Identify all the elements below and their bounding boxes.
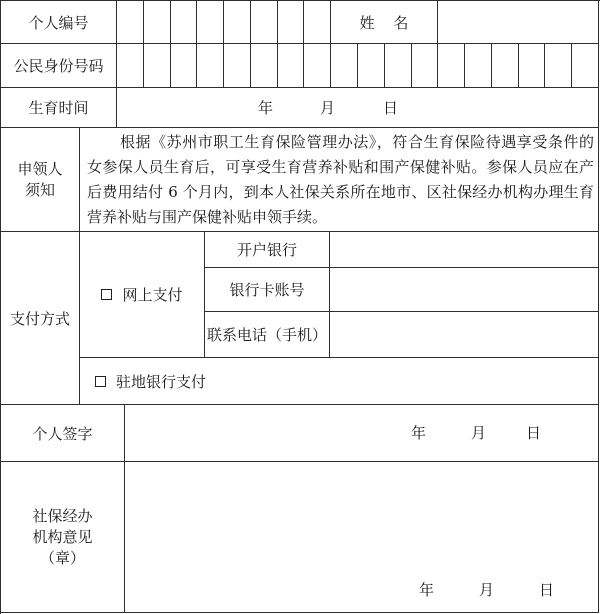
- year-unit: 年: [411, 424, 427, 442]
- bank-card-number-field[interactable]: [330, 268, 599, 312]
- personal-id-label: 个人编号: [1, 1, 117, 44]
- citizen-id-digit-box[interactable]: [438, 44, 465, 88]
- citizen-id-digit-box[interactable]: [358, 44, 385, 88]
- day-unit: 日: [383, 98, 399, 117]
- local-bank-payment-option[interactable]: [80, 358, 599, 405]
- bank-name-field[interactable]: [330, 232, 599, 268]
- notice-text-line: 后费用结付 6 个月内，到本人社保关系所在地市、区社保经办机构办理生育: [87, 183, 594, 201]
- citizen-id-digit-box[interactable]: [144, 44, 171, 88]
- citizen-id-digit-box[interactable]: [251, 44, 278, 88]
- month-unit: 月: [479, 581, 495, 599]
- signature-label: 个人签字: [1, 405, 125, 462]
- birth-date-label: 生育时间: [1, 88, 117, 128]
- payment-method-label: 支付方式: [1, 232, 80, 405]
- personal-id-digit-box[interactable]: [278, 1, 304, 44]
- day-unit: 日: [539, 581, 555, 599]
- personal-id-digit-box[interactable]: [197, 1, 224, 44]
- name-field[interactable]: [438, 1, 599, 44]
- notice-label: [1, 128, 80, 232]
- citizen-id-digit-box[interactable]: [412, 44, 438, 88]
- personal-id-digit-box[interactable]: [224, 1, 251, 44]
- citizen-id-digit-box[interactable]: [385, 44, 412, 88]
- citizen-id-digit-box[interactable]: [519, 44, 545, 88]
- year-unit: 年: [419, 581, 435, 599]
- notice-text: [80, 128, 599, 232]
- citizen-id-digit-box[interactable]: [492, 44, 519, 88]
- citizen-id-digit-box[interactable]: [278, 44, 304, 88]
- notice-text-line: 营养补贴与围产保健补贴申领手续。: [87, 208, 328, 226]
- personal-id-digit-box[interactable]: [251, 1, 278, 44]
- bank-name-label: 开户银行: [205, 232, 330, 268]
- citizen-id-digit-box[interactable]: [465, 44, 492, 88]
- citizen-id-digit-box[interactable]: [117, 44, 144, 88]
- year-unit: 年: [258, 98, 274, 117]
- agency-opinion-label-line: 机构意见: [32, 527, 93, 546]
- notice-label-line: 须知: [24, 180, 55, 199]
- birth-date-field[interactable]: [117, 88, 599, 128]
- signature-field[interactable]: [125, 405, 599, 462]
- mobile-phone-label: 联系电话（手机）: [205, 312, 330, 358]
- month-unit: 月: [471, 424, 487, 442]
- day-unit: 日: [526, 424, 542, 442]
- personal-id-digit-box[interactable]: [144, 1, 171, 44]
- agency-opinion-label: [1, 462, 125, 613]
- citizen-id-digit-box[interactable]: [171, 44, 197, 88]
- citizen-id-digit-box[interactable]: [224, 44, 251, 88]
- month-unit: 月: [320, 98, 336, 117]
- citizen-id-digit-box[interactable]: [572, 44, 599, 88]
- citizen-id-label: 公民身份号码: [1, 44, 117, 88]
- online-payment-checkbox[interactable]: [101, 289, 112, 300]
- agency-opinion-field[interactable]: [125, 462, 599, 613]
- mobile-phone-field[interactable]: [330, 312, 599, 358]
- citizen-id-digit-box[interactable]: [331, 44, 358, 88]
- online-payment-label: 网上支付: [122, 286, 183, 304]
- citizen-id-digit-box[interactable]: [545, 44, 572, 88]
- online-payment-option[interactable]: [80, 232, 205, 358]
- personal-id-digit-box[interactable]: [171, 1, 197, 44]
- personal-id-digit-box[interactable]: [117, 1, 144, 44]
- agency-opinion-label-line: （章）: [39, 548, 85, 567]
- notice-text-line: 根据《苏州市职工生育保险管理办法》，符合生育保险待遇享受条件的: [120, 133, 594, 151]
- agency-opinion-label-line: 社保经办: [32, 506, 93, 525]
- notice-label-line: 申领人: [17, 159, 63, 178]
- notice-text-line: 女参保人员生育后，可享受生育营养补贴和围产保健补贴。参保人员应在产: [87, 158, 594, 176]
- citizen-id-digit-box[interactable]: [197, 44, 224, 88]
- citizen-id-digit-box[interactable]: [304, 44, 331, 88]
- name-label: 姓 名: [331, 1, 438, 44]
- bank-card-number-label: 银行卡账号: [205, 268, 330, 312]
- local-bank-payment-checkbox[interactable]: [95, 376, 106, 387]
- local-bank-payment-label: 驻地银行支付: [116, 372, 207, 391]
- personal-id-digit-box[interactable]: [304, 1, 331, 44]
